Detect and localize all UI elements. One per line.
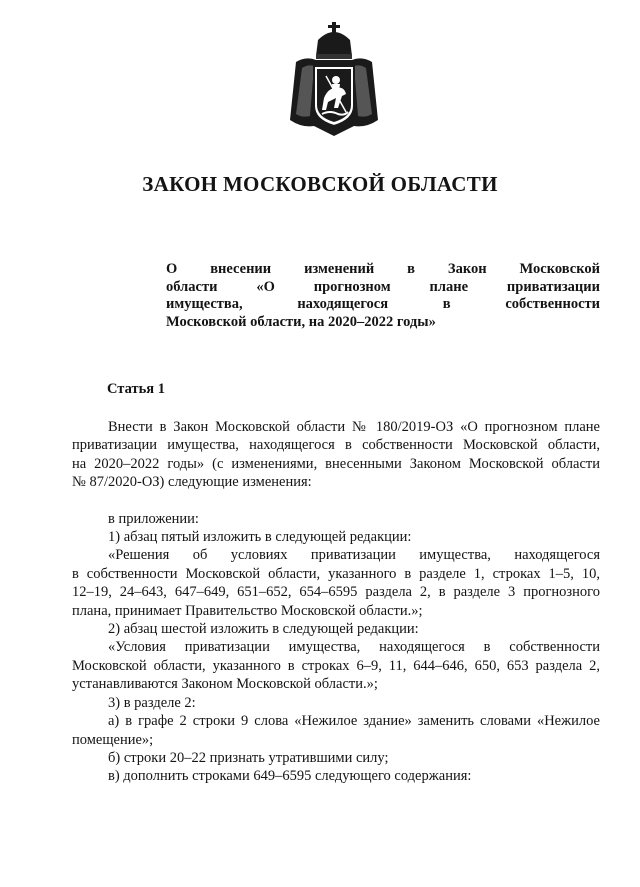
intro-paragraph [72,418,600,492]
text-line: имущества, находящегося в собственности [166,296,600,312]
article-heading: Статья 1 [107,381,165,397]
amendment-paragraph [72,694,600,712]
text-line: на 2020–2022 годы» (с изменениями, внесенными Законом Московской области [72,455,600,472]
text-line: 3) в разделе 2: [108,694,196,711]
text-line: 1) абзац пятый изложить в следующей редакции: [108,529,412,546]
text-line: 12–19, 24–643, 647–649, 651–652, 654–6595 раздела 2, в разделе 3 прогнозного [72,584,600,601]
text-line: Московской области, на 2020–2022 годы» [166,313,436,330]
text-line: Внести в Закон Московской области № 180/2019-ОЗ «О прогнозном плане [108,419,600,435]
amendment-paragraph [72,620,600,638]
amendment-paragraph [72,546,600,620]
amendment-paragraph [72,749,600,767]
text-line: в собственности Московской области, указанного в разделе 1, строках 1–5, 10, [72,565,600,582]
amendment-paragraph [72,712,600,749]
text-line: плана, принимает Правительство Московской области.»; [72,602,423,619]
amendment-paragraph [72,510,600,528]
text-line: О внесении изменений в Закон Московской [166,261,600,277]
document-body [72,418,600,786]
text-line: в приложении: [108,510,199,527]
amendment-paragraph [72,638,600,693]
text-line: устанавливаются Законом Московской области.»; [72,676,378,693]
text-line: б) строки 20–22 признать утратившими силу; [108,749,389,766]
text-line: а) в графе 2 строки 9 слова «Нежилое здание» заменить словами «Нежилое [108,713,600,730]
text-line: помещение»; [72,731,154,748]
amendment-paragraph [72,528,600,546]
coat-of-arms-emblem [286,16,382,140]
amendment-paragraph [72,767,600,785]
law-subject [166,261,600,331]
text-line: «Условия приватизации имущества, находящегося в собственности [108,639,600,656]
text-line: Московской области, указанного в строках 6–9, 11, 644–646, 650, 653 раздела 2, [72,657,600,674]
text-line: 2) абзац шестой изложить в следующей редакции: [108,621,419,638]
text-line: № 87/2020-ОЗ) следующие изменения: [72,474,312,491]
paragraph-gap [72,492,600,510]
page-title: ЗАКОН МОСКОВСКОЙ ОБЛАСТИ [142,172,498,196]
text-line: в) дополнить строками 649–6595 следующего содержания: [108,768,472,785]
text-line: области «О прогнозном плане приватизации [166,278,600,295]
moscow-oblast-coat-of-arms-icon [286,16,382,140]
text-line: приватизации имущества, находящегося в собственности Московской области, [72,437,600,454]
text-line: «Решения об условиях приватизации имущества, находящегося [108,547,600,564]
